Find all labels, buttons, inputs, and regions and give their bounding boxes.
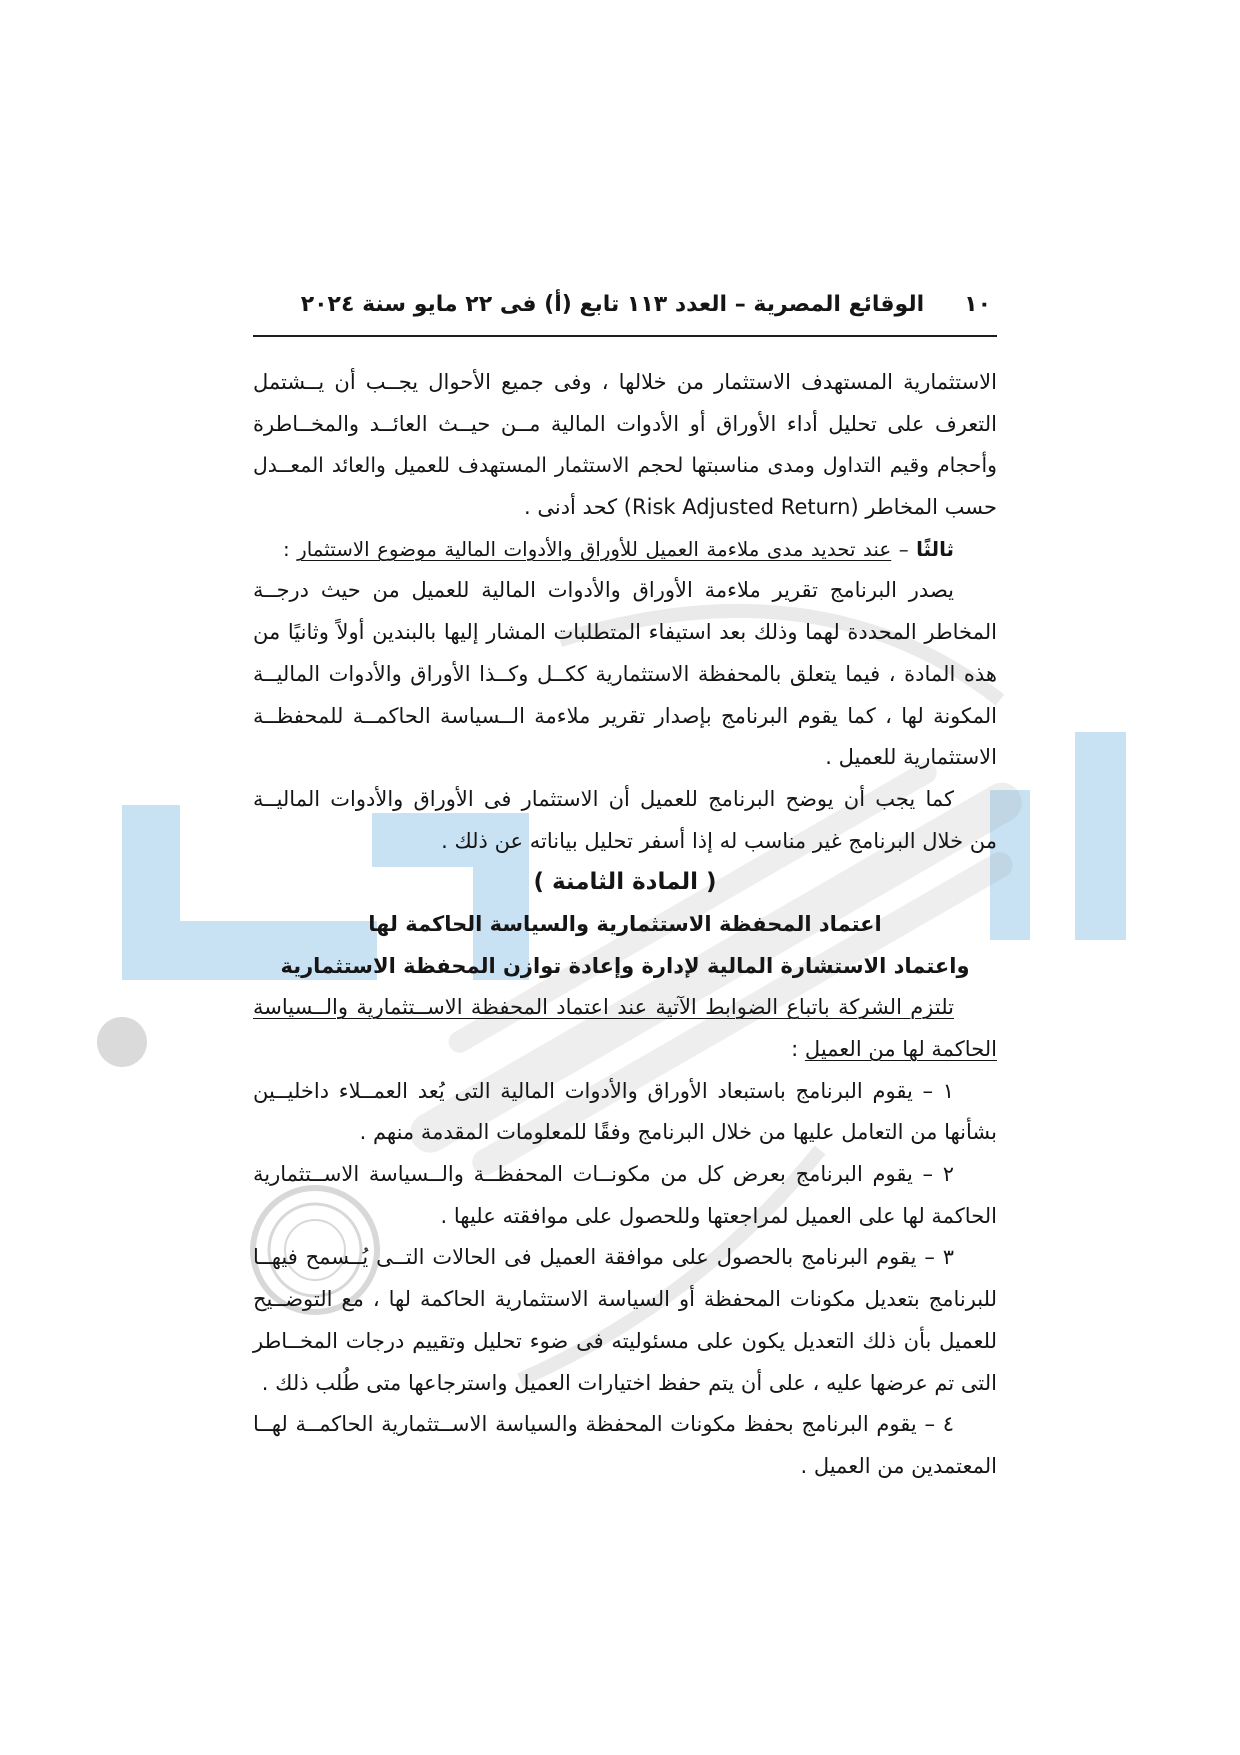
header-rule <box>253 335 997 337</box>
body-line: كما يجب أن يوضح البرنامج للعميل أن الاستثمار فى الأوراق والأدوات الماليــة <box>253 786 954 811</box>
body-line: هذه المادة ، فيما يتعلق بالمحفظة الاستثمارية ككــل وكــذا الأوراق والأدوات الماليــة <box>253 661 997 686</box>
page-body <box>253 362 997 1488</box>
clause-separator: – <box>898 537 909 561</box>
item-line: للبرنامج بتعديل مكونات المحفظة أو السياسة الاستثمارية الحاكمة لها ، مع التوضــيح <box>253 1287 997 1312</box>
item-line: ٤ – يقوم البرنامج بحفظ مكونات المحفظة والسياسة الاســتثمارية الحاكمــة لهــا <box>253 1412 954 1437</box>
item-line: الحاكمة لها على العميل لمراجعتها وللحصول على موافقته عليها . <box>440 1203 997 1228</box>
clause-heading: عند تحديد مدى ملاءمة العميل للأوراق والأدوات المالية موضوع الاستثمار <box>297 537 892 561</box>
body-line: حسب المخاطر (Risk Adjusted Return) كحد أدنى . <box>524 495 997 520</box>
body-line: يصدر البرنامج تقرير ملاءمة الأوراق والأدوات المالية للعميل من حيث درجــة <box>253 578 954 603</box>
body-line: من خلال البرنامج غير مناسب له إذا أسفر تحليل بياناته عن ذلك . <box>441 828 997 853</box>
item-line: ٢ – يقوم البرنامج بعرض كل من مكونــات المحفظــة والــسياسة الاســتثمارية <box>253 1162 954 1187</box>
intro-line <box>253 987 997 1029</box>
body-line: الاستثمارية المستهدف الاستثمار من خلالها ، وفى جميع الأحوال يجــب أن يــشتمل <box>253 370 997 394</box>
page-header <box>253 284 997 324</box>
body-line: التعرف على تحليل أداء الأوراق أو الأدوات المالية مــن حيــث العائــد والمخــاطرة <box>253 411 997 436</box>
body-line: المخاطر المحددة لهما وذلك بعد استيفاء المتطلبات المشار إليها بالبندين أولاً وثانيًا من <box>253 620 997 645</box>
body-line: وأحجام وقيم التداول ومدى مناسبتها لحجم الاستثمار المستهدف للعميل والعائد المعــدل <box>253 453 997 478</box>
article-number: ( المادة الثامنة ) <box>533 869 717 896</box>
intro-colon: : <box>791 1037 799 1061</box>
item-line: المعتمدين من العميل . <box>800 1453 997 1478</box>
body-line: الاستثمارية للعميل . <box>825 745 997 770</box>
intro-text: الحاكمة لها من العميل <box>804 1037 997 1061</box>
intro-line <box>253 1029 997 1071</box>
clause-colon: : <box>283 537 290 561</box>
article-subtitle: واعتماد الاستشارة المالية لإدارة وإعادة توازن المحفظة الاستثمارية <box>280 953 970 978</box>
watermark-dot <box>97 1017 147 1067</box>
page-number: ١٠ <box>964 291 991 317</box>
intro-text: تلتزم الشركة باتباع الضوابط الآتية عند اعتماد المحفظة الاســتثمارية والــسياسة <box>253 995 954 1020</box>
body-line: المكونة لها ، كما يقوم البرنامج بإصدار تقرير ملاءمة الــسياسة الحاكمــة للمحفظــة <box>253 703 997 728</box>
item-line: التى تم عرضها عليه ، على أن يتم حفظ اختيارات العميل واسترجاعها متى طُلب ذلك . <box>261 1370 997 1395</box>
item-line: ١ – يقوم البرنامج باستبعاد الأوراق والأدوات المالية التى يُعد العمــلاء داخليــين <box>253 1078 954 1103</box>
item-line: بشأنها من التعامل عليها من خلال البرنامج وفقًا للمعلومات المقدمة منهم . <box>359 1120 997 1145</box>
clause-label: ثالثًا <box>916 537 954 561</box>
clause-three-heading-line <box>253 529 997 571</box>
item-line: ٣ – يقوم البرنامج بالحصول على موافقة العميل فى الحالات التــى يُــسمح فيهــا <box>253 1245 954 1270</box>
item-line: للعميل بأن ذلك التعديل يكون على مسئوليته فى ضوء تحليل وتقييم درجات المخــاطر <box>253 1328 997 1353</box>
gazette-header-title: الوقائع المصرية – العدد ١١٣ تابع (أ) فى ٢٢ مايو سنة ٢٠٢٤ <box>300 291 925 317</box>
article-title: اعتماد المحفظة الاستثمارية والسياسة الحاكمة لها <box>368 911 882 936</box>
